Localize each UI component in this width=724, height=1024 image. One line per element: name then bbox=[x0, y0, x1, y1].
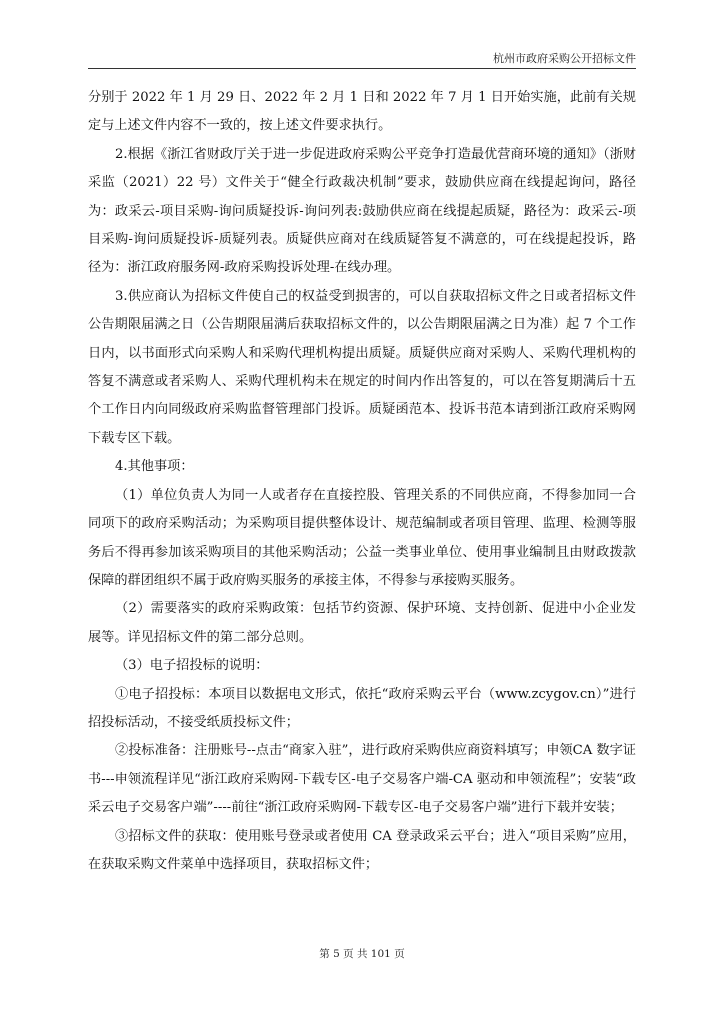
paragraph: ③招标文件的获取：使用账号登录或者使用 CA 登录政采云平台；进入“项目采购”应用，在获取采购文件菜单中选择项目，获取招标文件； bbox=[88, 828, 636, 872]
paragraph: 分别于 2022 年 1 月 29 日、2022 年 2 月 1 日和 2022 年 7 月 1 日开始实施，此前有关规定与上述文件内容不一致的，按上述文件要求执行。 bbox=[88, 90, 636, 134]
paragraph: （1）单位负责人为同一人或者存在直接控股、管理关系的不同供应商，不得参加同一合同项下的政府采购活动；为采购项目提供整体设计、规范编制或者项目管理、监理、检测等服务后不得再参加该采购项目的其他采购活动；公益一类事业单位、使用事业编制且由财政拨款保障的群团组织不属于政府购买服务的承接主体，不得参与承接购买服务。 bbox=[88, 487, 636, 588]
page-number: 第 5 页 共 101 页 bbox=[319, 948, 405, 960]
paragraph: 3.供应商认为招标文件使自己的权益受到损害的，可以自获取招标文件之日或者招标文件公告期限届满之日（公告期限届满后获取招标文件的，以公告期限届满之日为准）起 7 个工作日内，以书面形式向采购人和采购代理机构提出质疑。质疑供应商对采购人、采购代理机构的答复不满意或者采购人、采购代理机构未在规定的时间内作出答复的，可以在答复期满后十五个工作日内向同级政府采购监督管理部门投诉。质疑函范本、投诉书范本请到浙江政府采购网下载专区下载。 bbox=[88, 288, 636, 446]
document-header-title: 杭州市政府采购公开招标文件 bbox=[493, 52, 636, 65]
paragraph: ②投标准备：注册账号--点击“商家入驻”，进行政府采购供应商资料填写；申领CA 数字证书---申领流程详见“浙江政府采购网-下载专区-电子交易客户端-CA 驱动和申领流程”；安装“政采云电子交易客户端”----前往“浙江政府采购网-下载专区-电子交易客户端”进行下载并安装； bbox=[88, 743, 636, 816]
paragraph: （2）需要落实的政府采购政策：包括节约资源、保护环境、支持创新、促进中小企业发展等。详见招标文件的第二部分总则。 bbox=[88, 601, 636, 645]
paragraph: ①电子招投标：本项目以数据电文形式，依托“政府采购云平台（www.zcygov.cn）”进行招投标活动，不接受纸质投标文件； bbox=[88, 686, 636, 730]
paragraph: （3）电子招投标的说明： bbox=[115, 658, 269, 674]
document-body bbox=[88, 84, 636, 879]
header-divider bbox=[88, 68, 636, 69]
paragraph: 2.根据《浙江省财政厅关于进一步促进政府采购公平竞争打造最优营商环境的通知》（浙财采监（2021）22 号）文件关于“健全行政裁决机制”要求，鼓励供应商在线提起询问，路径为：政采云-项目采购-询问质疑投诉-询问列表:鼓励供应商在线提起质疑，路径为：政采云-项目采购-询问质疑投诉-质疑列表。质疑供应商对在线质疑答复不满意的，可在线提起投诉，路径为：浙江政府服务网-政府采购投诉处理-在线办理。 bbox=[88, 146, 636, 276]
paragraph: 4.其他事项： bbox=[115, 459, 194, 475]
